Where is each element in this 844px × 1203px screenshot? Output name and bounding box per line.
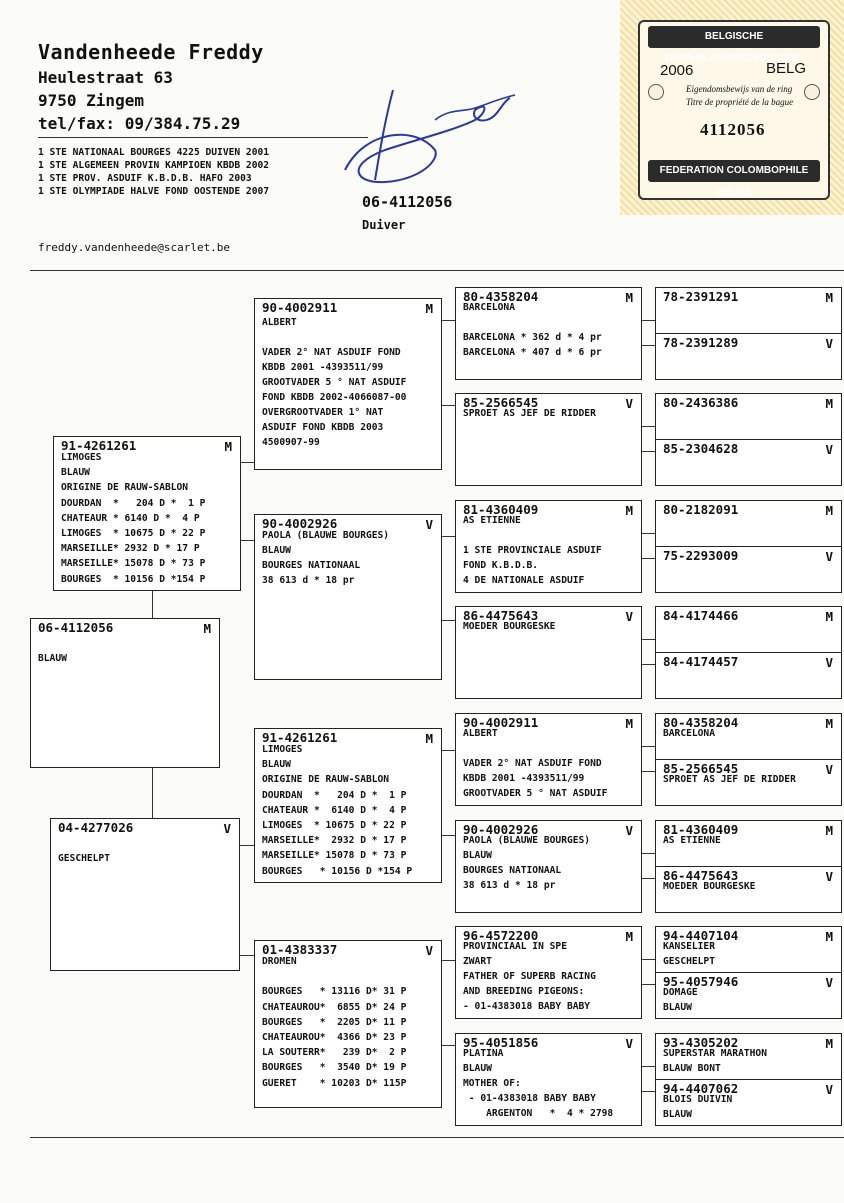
connector-line <box>241 540 254 541</box>
connector-line <box>642 533 655 534</box>
info-line: BARCELONA <box>663 728 715 739</box>
sex-marker: M <box>625 290 633 305</box>
pedigree-box-g4-5 <box>655 500 842 547</box>
connector-line <box>642 853 655 854</box>
pedigree-box-ss <box>254 298 442 470</box>
page-rule-top <box>30 270 844 271</box>
info-line: BARCELONA * 362 d * 4 pr <box>463 332 602 343</box>
pedigree-box-dd <box>254 940 442 1108</box>
connector-line <box>642 320 655 321</box>
info-line: LA SOUTERR* 239 D* 2 P <box>262 1047 407 1059</box>
breeder-city: 9750 Zingem <box>38 91 144 110</box>
info-line: LIMOGES * 10675 D * 22 P <box>61 528 206 539</box>
pedigree-box-g3-4 <box>455 606 642 699</box>
pedigree-box-g4-7 <box>655 606 842 653</box>
info-line: 4 DE NATIONALE ASDUIF <box>463 575 585 586</box>
pedigree-box-g3-7 <box>455 926 642 1019</box>
pedigree-box-g4-8 <box>655 652 842 699</box>
ring-number: 04-4277026 <box>58 820 134 835</box>
connector-line <box>442 750 455 751</box>
pedigree-box-sire <box>53 436 241 591</box>
breeder-phone: tel/fax: 09/384.75.29 <box>38 114 241 133</box>
connector-line <box>152 768 153 818</box>
info-line: MOEDER BOURGESKE <box>463 621 556 632</box>
connector-line <box>642 1066 655 1067</box>
info-line: ASDUIF FOND KBDB 2003 <box>262 422 384 433</box>
sex-marker: V <box>825 762 833 777</box>
pedigree-box-g3-1 <box>455 287 642 380</box>
breeder-email: freddy.vandenheede@scarlet.be <box>38 241 231 254</box>
sex-marker: V <box>625 823 633 838</box>
stamp-line-2: Titre de propriété de la bague <box>686 97 794 107</box>
pedigree-box-g3-6 <box>455 820 642 913</box>
sex-marker: M <box>425 731 433 746</box>
info-line: ORIGINE DE RAUW-SABLON <box>61 482 189 494</box>
sex-marker: V <box>425 943 433 958</box>
info-line: MOEDER BOURGESKE <box>663 881 756 892</box>
sex-marker: M <box>825 290 833 305</box>
info-line: BARCELONA * 407 d * 6 pr <box>463 347 602 358</box>
connector-line <box>442 620 455 621</box>
ring-number: 91-4261261 <box>61 438 137 453</box>
info-line: VADER 2° NAT ASDUIF FOND <box>463 758 602 769</box>
ring-number: 86-4475643 <box>663 868 739 883</box>
ring-number: 85-2304628 <box>663 441 739 456</box>
pedigree-box-sd <box>254 514 442 680</box>
sex-marker: M <box>625 503 633 518</box>
info-line: BOURGES NATIONAAL <box>262 560 361 571</box>
info-line: BLOIS DUIVIN <box>663 1094 733 1105</box>
sex-marker: V <box>825 869 833 884</box>
connector-line <box>642 639 655 640</box>
ring-certificate-stamp <box>620 0 844 215</box>
info-line: DOMAGE <box>663 987 698 998</box>
sex-marker: M <box>224 439 232 454</box>
ring-number: 90-4002926 <box>463 822 539 837</box>
info-line: CHATEAUR * 6140 D * 4 P <box>262 804 407 816</box>
stamp-number: 4112056 <box>700 120 766 139</box>
connector-line <box>442 320 455 321</box>
stamp-bottom-banner: FEDERATION COLOMBOPHILE BELGE <box>648 160 820 182</box>
pedigree-box-g4-11 <box>655 820 842 867</box>
ring-number: 81-4360409 <box>463 502 539 517</box>
connector-line <box>642 558 655 559</box>
connector-line <box>642 664 655 665</box>
pedigree-box-g3-5 <box>455 713 642 806</box>
page-rule-bottom <box>30 1137 844 1138</box>
ring-number: 85-2566545 <box>663 761 739 776</box>
info-line: GESCHELPT <box>58 853 110 864</box>
sex-marker: V <box>825 442 833 457</box>
info-line: DROMEN <box>262 956 297 967</box>
pedigree-box-g4-2 <box>655 333 842 380</box>
ring-number: 94-4407104 <box>663 928 739 943</box>
ring-number: 90-4002911 <box>262 300 338 315</box>
info-line: MOTHER OF: <box>463 1078 521 1089</box>
connector-line <box>442 1045 455 1046</box>
pedigree-box-g4-13 <box>655 926 842 973</box>
info-line: PROVINCIAAL IN SPE <box>463 941 567 952</box>
ring-number: 06-4112056 <box>38 620 114 635</box>
sex-marker: V <box>223 821 231 836</box>
connector-line <box>642 878 655 879</box>
sex-marker: V <box>825 655 833 670</box>
ring-number: 86-4475643 <box>463 608 539 623</box>
info-line: ORIGINE DE RAUW-SABLON <box>262 774 390 786</box>
pedigree-box-g4-1 <box>655 287 842 334</box>
info-line: KBDB 2001 -4393511/99 <box>262 362 384 373</box>
info-line: AS ETIENNE <box>463 515 521 526</box>
connector-line <box>240 955 254 956</box>
info-line: BLAUW <box>463 1063 492 1074</box>
info-line: BLAUW <box>262 759 291 771</box>
info-line: GESCHELPT <box>663 956 715 967</box>
pedigree-box-ds <box>254 728 442 883</box>
info-line: - 01-4383018 BABY BABY <box>463 1001 591 1012</box>
info-line: 4500907-99 <box>262 437 320 448</box>
achievement-2: 1 STE ALGEMEEN PROVIN KAMPIOEN KBDB 2002 <box>38 160 270 171</box>
stamp-year: 2006 <box>660 62 694 79</box>
connector-line <box>442 960 455 961</box>
pedigree-box-subject <box>30 618 220 768</box>
info-line: GROOTVADER 5 ° NAT ASDUIF <box>463 788 608 799</box>
sex-marker: M <box>825 609 833 624</box>
info-line: MARSEILLE* 15078 D * 73 P <box>262 850 407 862</box>
connector-line <box>642 746 655 747</box>
ring-number: 80-2436386 <box>663 395 739 410</box>
info-line: BLAUW <box>663 1002 692 1013</box>
stamp-line-1: Eigendomsbewijs van de ring <box>686 84 793 94</box>
info-line: KANSELIER <box>663 941 715 952</box>
pedigree-box-g4-15 <box>655 1033 842 1080</box>
header-rule <box>38 137 368 138</box>
info-line: DOURDAN * 204 D * 1 P <box>262 789 407 801</box>
sex-marker: V <box>825 1082 833 1097</box>
achievement-1: 1 STE NATIONAAL BOURGES 4225 DUIVEN 2001 <box>38 147 270 158</box>
sex-marker: V <box>625 609 633 624</box>
info-line: SUPERSTAR MARATHON <box>663 1048 767 1059</box>
connector-line <box>642 345 655 346</box>
connector-line <box>442 835 455 836</box>
sex-marker: V <box>425 517 433 532</box>
sex-marker: M <box>203 621 211 636</box>
info-line: MARSEILLE* 2932 D * 17 P <box>262 835 407 847</box>
ring-number: 95-4057946 <box>663 974 739 989</box>
ring-number: 81-4360409 <box>663 822 739 837</box>
connector-line <box>442 536 455 537</box>
info-line: BOURGES * 10156 D *154 P <box>61 573 206 585</box>
ring-number: 78-2391289 <box>663 335 739 350</box>
info-line: VADER 2° NAT ASDUIF FOND <box>262 347 401 358</box>
ring-number: 75-2293009 <box>663 548 739 563</box>
info-line: FOND K.B.D.B. <box>463 560 539 571</box>
info-line: BOURGES * 2205 D* 11 P <box>262 1016 407 1028</box>
connector-line <box>642 771 655 772</box>
sex-marker: V <box>625 396 633 411</box>
sex-marker: V <box>825 975 833 990</box>
pedigree-box-g3-8 <box>455 1033 642 1126</box>
subject-ring-number: 06-4112056 <box>362 193 453 211</box>
sex-marker: M <box>825 1036 833 1051</box>
ring-number: 96-4572200 <box>463 928 539 943</box>
ring-number: 84-4174466 <box>663 608 739 623</box>
info-line: PAOLA (BLAUWE BOURGES) <box>262 530 390 541</box>
ring-number: 80-4358204 <box>663 715 739 730</box>
ring-number: 80-2182091 <box>663 502 739 517</box>
signature <box>325 70 525 200</box>
info-line: BOURGES * 10156 D *154 P <box>262 865 413 877</box>
pedigree-box-g4-12 <box>655 866 842 913</box>
info-line: BOURGES NATIONAAL <box>463 865 562 876</box>
sex-marker: M <box>425 301 433 316</box>
info-line: FOND KBDB 2002-4066087-00 <box>262 392 407 403</box>
ring-number: 78-2391291 <box>663 289 739 304</box>
ring-number: 01-4383337 <box>262 942 338 957</box>
achievement-4: 1 STE OLYMPIADE HALVE FOND OOSTENDE 2007 <box>38 186 270 197</box>
info-line: MARSEILLE* 15078 D * 73 P <box>61 558 206 570</box>
connector-line <box>642 1091 655 1092</box>
ring-number: 85-2566545 <box>463 395 539 410</box>
stamp-country: BELG <box>766 60 807 77</box>
connector-line <box>642 451 655 452</box>
info-line: SPROET AS JEF DE RIDDER <box>463 408 596 419</box>
info-line: GUERET * 10203 D* 115P <box>262 1077 407 1089</box>
info-line: AND BREEDING PIGEONS: <box>463 986 585 997</box>
info-line: BLAUW <box>61 467 90 479</box>
connector-line <box>642 426 655 427</box>
info-line: BLAUW <box>262 545 291 556</box>
info-line: PLATINA <box>463 1048 504 1059</box>
breeder-name: Vandenheede Freddy <box>38 40 264 64</box>
sex-marker: M <box>625 929 633 944</box>
ring-number: 94-4407062 <box>663 1081 739 1096</box>
pedigree-box-g4-3 <box>655 393 842 440</box>
info-line: ALBERT <box>463 728 498 739</box>
info-line: LIMOGES * 10675 D * 22 P <box>262 820 407 831</box>
connector-line <box>240 845 254 846</box>
info-line: LIMOGES <box>61 452 102 463</box>
info-line: FATHER OF SUPERB RACING <box>463 971 596 982</box>
info-line: 1 STE PROVINCIALE ASDUIF <box>463 545 602 556</box>
info-line: DOURDAN * 204 D * 1 P <box>61 497 206 509</box>
ring-number: 90-4002926 <box>262 516 338 531</box>
info-line: CHATEAUR * 6140 D * 4 P <box>61 512 200 524</box>
sex-marker: M <box>825 929 833 944</box>
stamp-hole-right <box>804 84 820 100</box>
ring-number: 95-4051856 <box>463 1035 539 1050</box>
info-line: ARGENTON * 4 * 2798 <box>463 1108 614 1119</box>
info-line: BOURGES * 3540 D* 19 P <box>262 1062 407 1074</box>
info-line: BARCELONA <box>463 302 515 313</box>
pedigree-box-g4-16 <box>655 1079 842 1126</box>
info-line: 38 613 d * 18 pr <box>463 880 556 891</box>
breeder-street: Heulestraat 63 <box>38 68 173 87</box>
info-line: BLAUW <box>38 653 67 664</box>
pedigree-box-g4-4 <box>655 439 842 486</box>
stamp-hole-left <box>648 84 664 100</box>
sex-marker: M <box>825 396 833 411</box>
pedigree-box-g4-9 <box>655 713 842 760</box>
ring-number: 91-4261261 <box>262 730 338 745</box>
info-line: LIMOGES <box>262 744 303 755</box>
info-line: BLAUW BONT <box>663 1063 721 1074</box>
ring-number: 80-4358204 <box>463 289 539 304</box>
info-line: KBDB 2001 -4393511/99 <box>463 773 585 784</box>
pedigree-box-g4-6 <box>655 546 842 593</box>
subject-sex-word: Duiver <box>362 218 406 232</box>
info-line: ALBERT <box>262 317 297 328</box>
ring-number: 84-4174457 <box>663 654 739 669</box>
pedigree-box-g3-2 <box>455 393 642 486</box>
sex-marker: V <box>825 549 833 564</box>
connector-line <box>152 591 153 618</box>
sex-marker: M <box>825 716 833 731</box>
connector-line <box>442 405 455 406</box>
ring-number: 90-4002911 <box>463 715 539 730</box>
info-line: - 01-4383018 BABY BABY <box>463 1093 596 1104</box>
pedigree-box-g4-10 <box>655 759 842 806</box>
info-line: OVERGROOTVADER 1° NAT <box>262 407 384 418</box>
info-line: SPROET AS JEF DE RIDDER <box>663 774 796 785</box>
info-line: CHATEAUROU* 6855 D* 24 P <box>262 1001 407 1013</box>
pedigree-box-g3-3 <box>455 500 642 593</box>
info-line: BLAUW <box>663 1109 692 1120</box>
sex-marker: V <box>825 336 833 351</box>
info-line: MARSEILLE* 2932 D * 17 P <box>61 543 200 555</box>
sex-marker: M <box>625 716 633 731</box>
info-line: PAOLA (BLAUWE BOURGES) <box>463 835 591 846</box>
info-line: AS ETIENNE <box>663 835 721 846</box>
sex-marker: V <box>625 1036 633 1051</box>
info-line: 38 613 d * 18 pr <box>262 575 355 586</box>
ring-number: 93-4305202 <box>663 1035 739 1050</box>
connector-line <box>642 984 655 985</box>
info-line: ZWART <box>463 956 492 967</box>
connector-line <box>241 462 254 463</box>
info-line: BOURGES * 13116 D* 31 P <box>262 986 407 998</box>
info-line: CHATEAUROU* 4366 D* 23 P <box>262 1032 407 1043</box>
info-line: GROOTVADER 5 ° NAT ASDUIF <box>262 377 407 388</box>
achievement-3: 1 STE PROV. ASDUIF K.B.D.B. HAFO 2003 <box>38 173 252 184</box>
sex-marker: M <box>825 823 833 838</box>
pedigree-box-dam <box>50 818 240 971</box>
connector-line <box>642 959 655 960</box>
stamp-top-banner: BELGISCHE DUIVENLIEFHEBBERSBOND <box>648 26 820 48</box>
info-line: BLAUW <box>463 850 492 861</box>
pedigree-box-g4-14 <box>655 972 842 1019</box>
sex-marker: M <box>825 503 833 518</box>
